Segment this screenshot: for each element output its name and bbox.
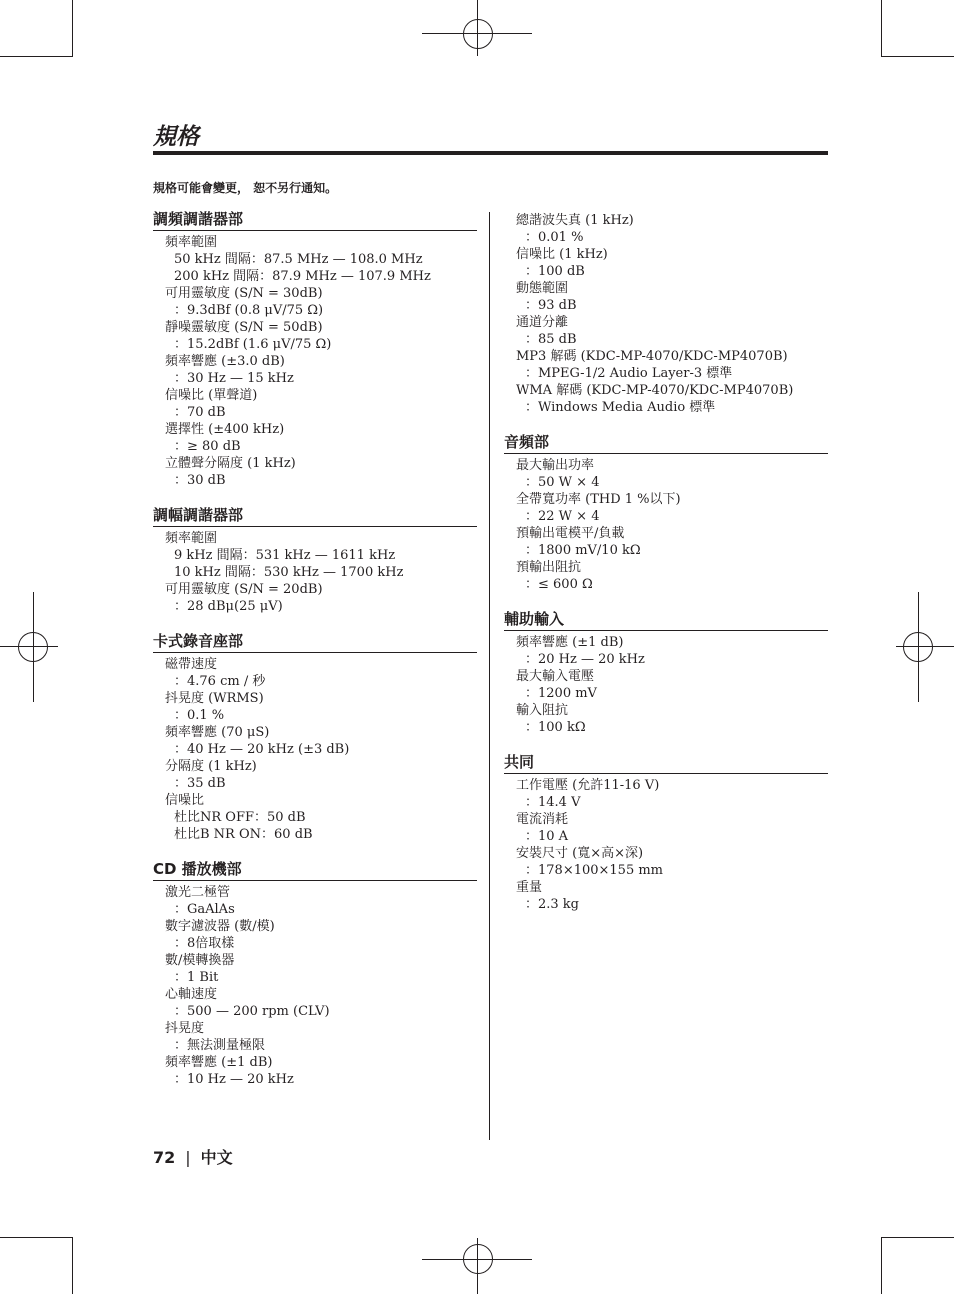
page-footer — [153, 1146, 233, 1170]
section-heading: CD 播放機部 — [153, 859, 477, 881]
spec-label: 抖晃度 (WRMS) — [165, 691, 264, 706]
spec-label: 動態範圍 — [516, 281, 569, 296]
spec-value: ：1800 mV/10 kΩ — [525, 543, 641, 558]
spec-items — [504, 454, 828, 593]
spec-value: ：28 dBμ(25 μV) — [174, 599, 283, 614]
spec-label: 磁帶速度 — [165, 657, 218, 672]
spec-items — [504, 209, 828, 416]
spec-label: 激光二極管 — [165, 885, 231, 900]
spec-items — [153, 527, 477, 615]
spec-label: 可用靈敏度 (S/N = 20dB) — [165, 582, 323, 597]
spec-label: 最大輸入電壓 — [516, 669, 595, 684]
spec-value: ：35 dB — [174, 776, 226, 791]
spec-value: ：GaAlAs — [174, 902, 235, 917]
section-heading: 共同 — [504, 752, 828, 774]
spec-value: ：1 Bit — [174, 970, 219, 985]
spec-section — [504, 609, 828, 736]
spec-section — [504, 752, 828, 913]
section-heading: 音頻部 — [504, 432, 828, 454]
spec-label: 信噪比 (單聲道) — [165, 388, 258, 403]
spec-label: 心軸速度 — [165, 987, 218, 1002]
page-number: 72 — [153, 1148, 176, 1167]
spec-value: ：14.4 V — [525, 795, 581, 810]
section-heading: 調幅調諧器部 — [153, 505, 477, 527]
spec-items — [504, 774, 828, 913]
spec-label: 頻率響應 (±3.0 dB) — [165, 354, 285, 369]
footer-language: 中文 — [200, 1148, 233, 1167]
spec-items — [153, 653, 477, 843]
spec-value: ：10 A — [525, 829, 569, 844]
spec-value: ：0.01 % — [525, 230, 584, 245]
spec-value: ：85 dB — [525, 332, 577, 347]
spec-items — [504, 631, 828, 736]
spec-label: 信噪比 — [165, 793, 205, 808]
spec-value: ：0.1 % — [174, 708, 225, 723]
spec-value: ：10 Hz — 20 kHz — [174, 1072, 294, 1087]
column-divider — [489, 212, 490, 1140]
spec-value: ：30 Hz — 15 kHz — [174, 371, 294, 386]
spec-section — [153, 505, 477, 615]
spec-label: 重量 — [516, 880, 543, 895]
spec-label: 電流消耗 — [516, 812, 569, 827]
spec-label: 數字濾波器 (數/模) — [165, 919, 275, 934]
spec-label: 輸入阻抗 — [516, 703, 569, 718]
spec-label: 信噪比 (1 kHz) — [516, 247, 608, 262]
spec-label: 頻率範圍 — [165, 235, 218, 250]
spec-value: ：20 Hz — 20 kHz — [525, 652, 645, 667]
spec-label: 抖晃度 — [165, 1021, 205, 1036]
section-heading: 輔助輸入 — [504, 609, 828, 631]
spec-label: 通道分離 — [516, 315, 569, 330]
spec-value: 200 kHz 間隔：87.9 MHz — 107.9 MHz — [174, 269, 431, 284]
spec-value: ：100 dB — [525, 264, 585, 279]
spec-value: ：40 Hz — 20 kHz (±3 dB) — [174, 742, 350, 757]
spec-value: ：Windows Media Audio 標準 — [525, 400, 716, 415]
left-column — [153, 209, 477, 1104]
spec-value: ：15.2dBf (1.6 μV/75 Ω) — [174, 337, 332, 352]
spec-value: ：22 W × 4 — [525, 509, 600, 524]
spec-label: 預輸出阻抗 — [516, 560, 582, 575]
spec-value: ：2.3 kg — [525, 897, 580, 912]
spec-value: ：≥ 80 dB — [174, 439, 241, 454]
spec-value: 杜比NR OFF：50 dB — [174, 810, 306, 825]
spec-value: ：9.3dBf (0.8 μV/75 Ω) — [174, 303, 324, 318]
right-column — [504, 209, 828, 929]
spec-value: 杜比B NR ON：60 dB — [174, 827, 313, 842]
spec-label: 分隔度 (1 kHz) — [165, 759, 257, 774]
spec-section — [504, 209, 828, 416]
spec-items — [153, 231, 477, 489]
spec-value: ：無法測量極限 — [174, 1038, 266, 1053]
spec-label: 安裝尺寸 (寬×高×深) — [516, 846, 644, 861]
spec-value: ：MPEG-1/2 Audio Layer-3 標準 — [525, 366, 733, 381]
spec-label: 頻率響應 (70 μS) — [165, 725, 270, 740]
spec-label: 數/模轉換器 — [165, 953, 235, 968]
spec-value: ：30 dB — [174, 473, 226, 488]
spec-label: 頻率範圍 — [165, 531, 218, 546]
spec-value: ：178×100×155 mm — [525, 863, 664, 878]
spec-label: 可用靈敏度 (S/N = 30dB) — [165, 286, 323, 301]
spec-label: 頻率響應 (±1 dB) — [516, 635, 624, 650]
spec-label: 預輸出電模平/負載 — [516, 526, 625, 541]
spec-label: 立體聲分隔度 (1 kHz) — [165, 456, 296, 471]
spec-label: WMA 解碼 (KDC-MP-4070/KDC-MP4070B) — [516, 383, 794, 398]
footer-separator: | — [185, 1148, 191, 1167]
spec-value: ：8倍取樣 — [174, 936, 235, 951]
spec-label: 工作電壓 (允許11-16 V) — [516, 778, 660, 793]
spec-value: ：100 kΩ — [525, 720, 586, 735]
notice-text: 規格可能會變更， 恕不另行通知。 — [153, 181, 338, 195]
spec-value: ：93 dB — [525, 298, 577, 313]
spec-value: ：500 — 200 rpm (CLV) — [174, 1004, 330, 1019]
section-heading: 卡式錄音座部 — [153, 631, 477, 653]
spec-section — [153, 209, 477, 489]
spec-label: 最大輸出功率 — [516, 458, 595, 473]
spec-value: 10 kHz 間隔：530 kHz — 1700 kHz — [174, 565, 404, 580]
spec-label: 靜噪靈敏度 (S/N = 50dB) — [165, 320, 323, 335]
spec-value: ：50 W × 4 — [525, 475, 600, 490]
spec-label: 全帶寬功率 (THD 1 %以下) — [516, 492, 681, 507]
spec-items — [153, 881, 477, 1088]
spec-value: ：4.76 cm / 秒 — [174, 674, 266, 689]
spec-label: MP3 解碼 (KDC-MP-4070/KDC-MP4070B) — [516, 349, 788, 364]
section-heading: 調頻調諧器部 — [153, 209, 477, 231]
spec-label: 選擇性 (±400 kHz) — [165, 422, 285, 437]
spec-label: 頻率響應 (±1 dB) — [165, 1055, 273, 1070]
spec-value: 9 kHz 間隔：531 kHz — 1611 kHz — [174, 548, 396, 563]
page-title: 規格 — [153, 124, 199, 150]
spec-value: ：70 dB — [174, 405, 226, 420]
spec-section — [153, 859, 477, 1088]
spec-value: 50 kHz 間隔：87.5 MHz — 108.0 MHz — [174, 252, 423, 267]
spec-label: 總諧波失真 (1 kHz) — [516, 213, 634, 228]
title-rule — [153, 151, 828, 155]
spec-value: ：≤ 600 Ω — [525, 577, 593, 592]
spec-section — [153, 631, 477, 843]
spec-section — [504, 432, 828, 593]
spec-value: ：1200 mV — [525, 686, 597, 701]
